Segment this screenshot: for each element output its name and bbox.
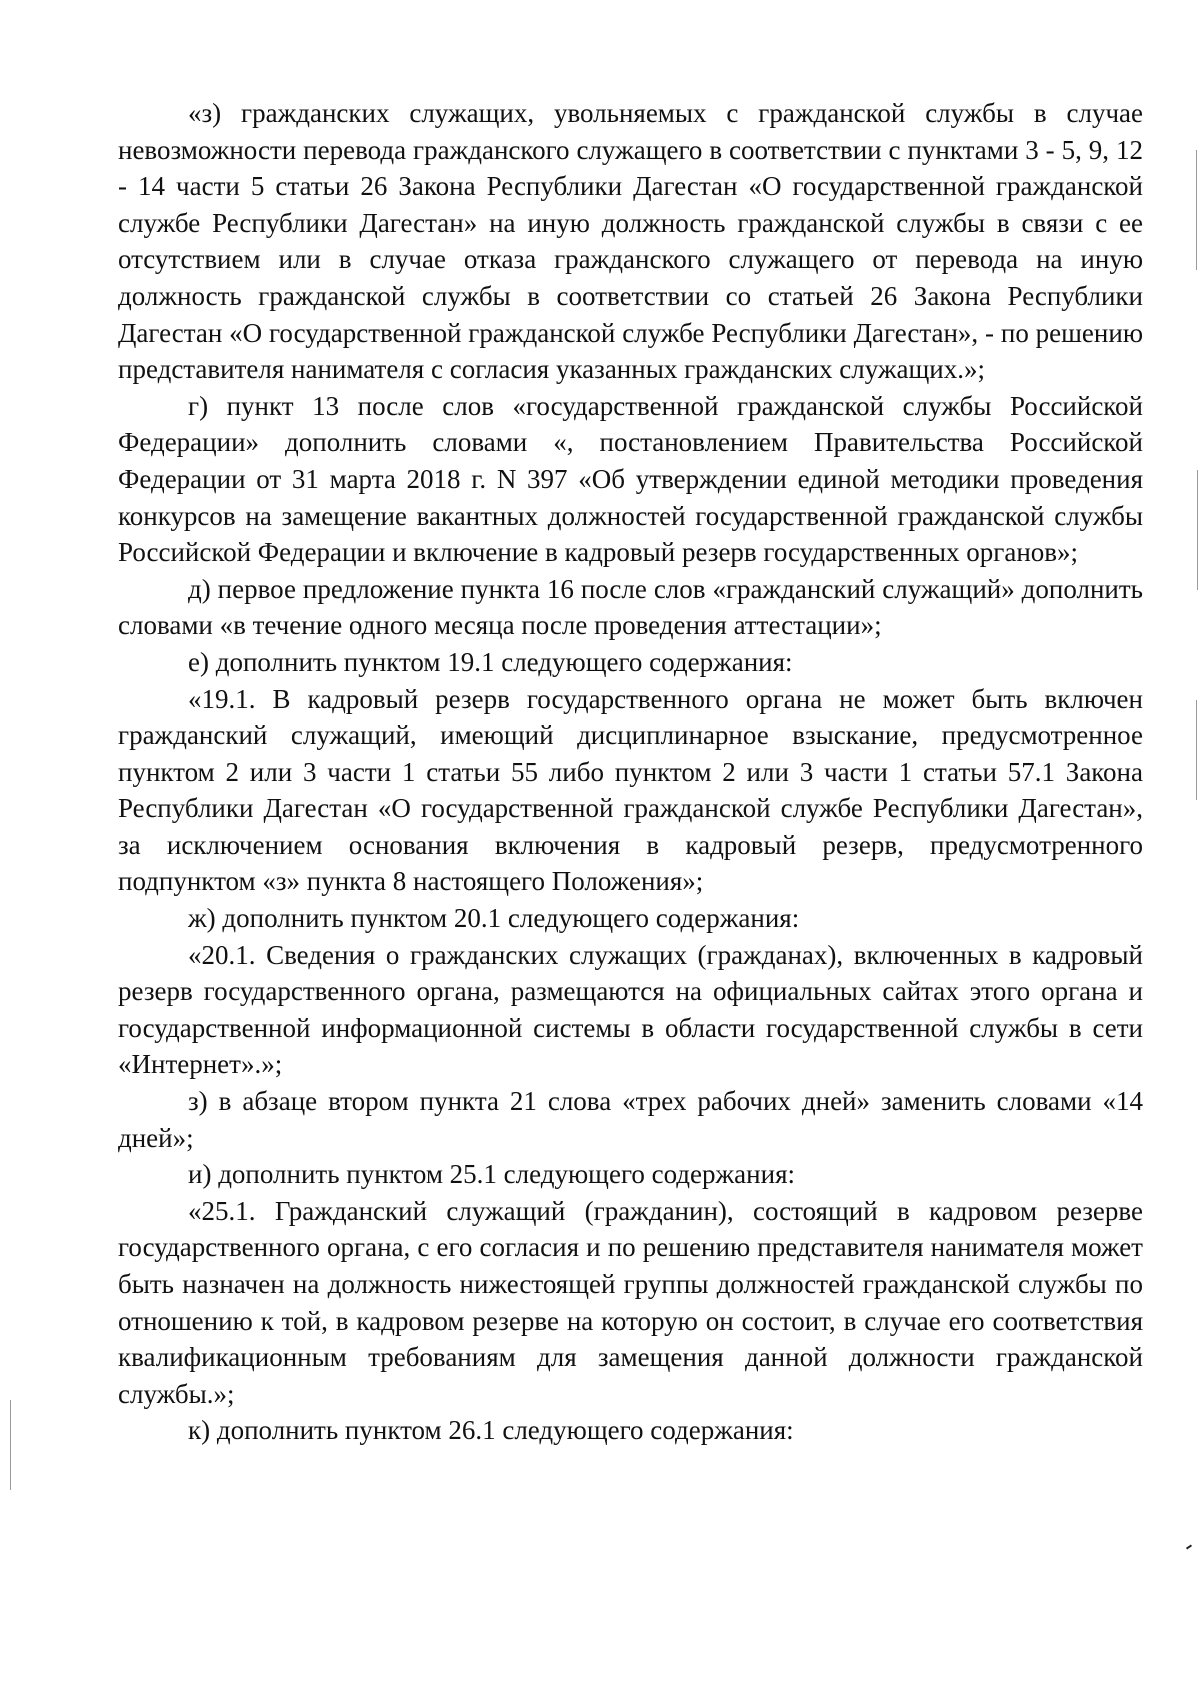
scan-edge-mark [1196, 700, 1197, 800]
paragraph-item-d: д) первое предложение пункта 16 после слов «гражданский служащий» дополнить словами «в течение одного месяца после проведения аттестации»; [118, 573, 1143, 641]
paragraph-item-k: к) дополнить пунктом 26.1 следующего содержания: [188, 1415, 794, 1446]
paragraph-item-zh: ж) дополнить пунктом 20.1 следующего содержания: [188, 903, 800, 934]
paragraph-point-19-1: «19.1. В кадровый резерв государственного органа не может быть включен гражданский служащий, имеющий дисциплинарное взыскание, предусмотренное пунктом 2 или 3 части 1 статьи 55 либо пунктом 2 или 3 части 1 статьи 57.1 Закона Республики Дагестан «О государственной гражданской службе Республики Дагестан», за исключением основания включения в кадровый резерв, предусмотренного подпунктом «з» пункта 8 настоящего Положения»; [118, 683, 1143, 897]
paragraph-point-20-1: «20.1. Сведения о гражданских служащих (гражданах), включенных в кадровый резерв государственного органа, размещаются на официальных сайтах этого органа и государственной информационной системы в области государственной службы в сети «Интернет».»; [118, 939, 1143, 1080]
scan-edge-mark [10, 1400, 11, 1490]
paragraph-item-e: е) дополнить пунктом 19.1 следующего содержания: [188, 646, 793, 677]
scan-edge-mark [1197, 470, 1198, 590]
paragraph-item-g: г) пункт 13 после слов «государственной гражданской службы Российской Федерации» дополнить словами «, постановлением Правительства Российской Федерации от 31 марта 2018 г. N 397 «Об утверждении единой методики проведения конкурсов на замещение вакантных должностей государственной гражданской службы Российской Федерации и включение в кадровый резерв государственных органов»; [118, 390, 1143, 568]
paragraph-item-i: и) дополнить пунктом 25.1 следующего содержания: [188, 1159, 795, 1190]
pen-tick-mark [1186, 1544, 1192, 1549]
paragraph-item-z: з) в абзаце втором пункта 21 слова «трех рабочих дней» заменить словами «14 дней»; [118, 1086, 1143, 1153]
paragraph-point-25-1: «25.1. Гражданский служащий (гражданин), состоящий в кадровом резерве государственного органа, с его согласия и по решению представителя нанимателя может быть назначен на должность нижестоящей группы должностей гражданской службы по отношению к той, в кадровом резерве на которую он состоит, в случае его соответствия квалификационным требованиям для замещения данной должности гражданской службы.»; [118, 1195, 1143, 1409]
scan-edge-mark [1196, 150, 1197, 270]
paragraph-subpoint-z: «з) гражданских служащих, увольняемых с гражданской службы в случае невозможности перевода гражданского служащего в соответствии с пунктами 3 - 5, 9, 12 - 14 части 5 статьи 26 Закона Республики Дагестан «О государственной гражданской службе Республики Дагестан» на иную должность гражданской службы в связи с ее отсутствием или в случае отказа гражданского служащего от перевода на иную должность гражданской службы в соответствии со статьей 26 Закона Республики Дагестан «О государственной гражданской службе Республики Дагестан», - по решению представителя нанимателя с согласия указанных гражданских служащих.»; [118, 98, 1143, 385]
document-body [118, 95, 1143, 1449]
